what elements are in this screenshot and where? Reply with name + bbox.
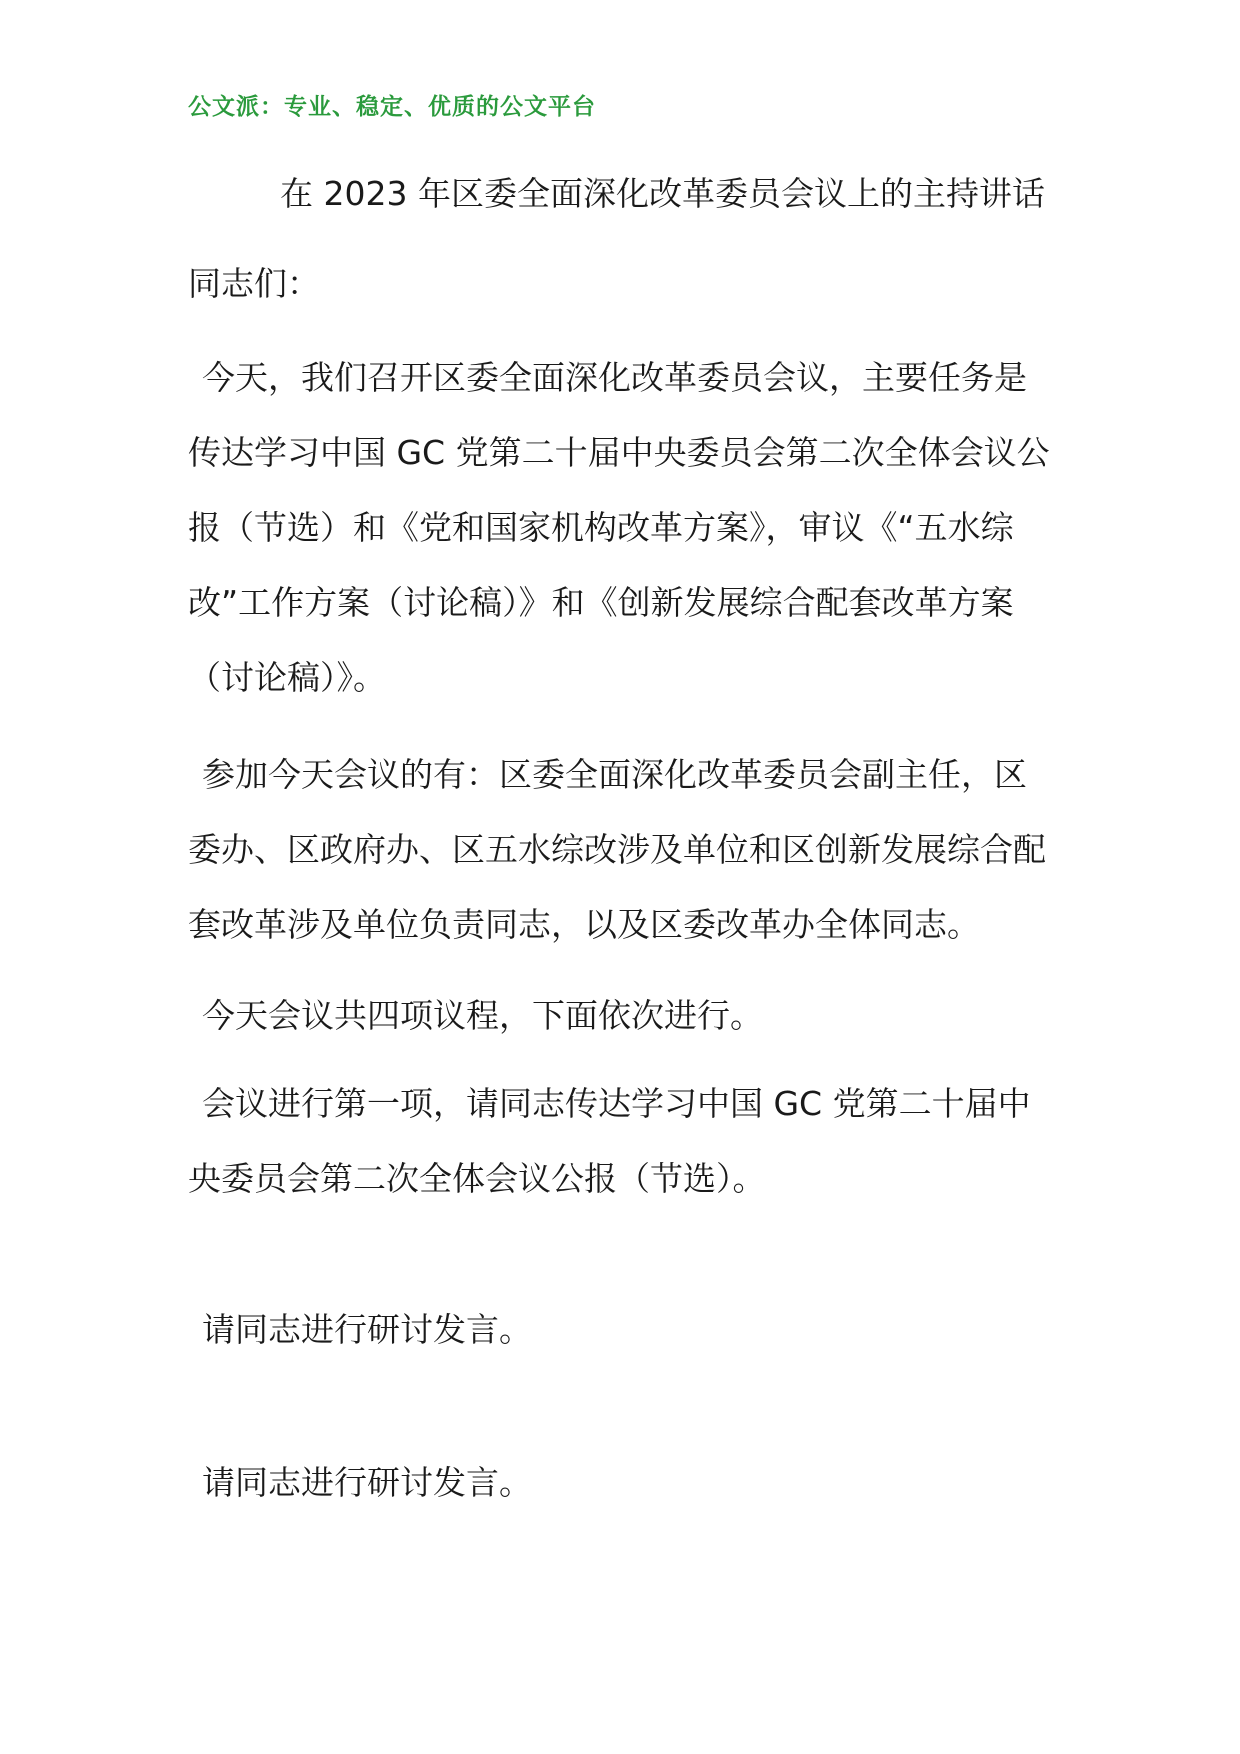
document-title: 在 2023 年区委全面深化改革委员会议上的主持讲话 [280,174,1045,213]
paragraph-discussion-2: 请同志进行研讨发言。 [202,1463,532,1502]
paragraph-agenda-count: 今天会议共四项议程，下面依次进行。 [202,996,763,1035]
salutation: 同志们： [188,264,320,303]
brand-header: 公文派：专业、稳定、优质的公文平台 [188,93,596,120]
paragraph-discussion-1: 请同志进行研讨发言。 [202,1310,532,1349]
paragraph-item-one: 会议进行第一项，请同志传达学习中国 GC 党第二十届中央委员会第二次全体会议公报（节选）。 [188,1084,1031,1198]
paragraph-attendees: 参加今天会议的有：区委全面深化改革委员会副主任，区委办、区政府办、区五水综改涉及单位和区创新发展综合配套改革涉及单位负责同志，以及区委改革办全体同志。 [188,755,1046,944]
paragraph-agenda-intro: 今天，我们召开区委全面深化改革委员会议，主要任务是传达学习中国 GC 党第二十届中央委员会第二次全体会议公报（节选）和《党和国家机构改革方案》，审议《“五水综改”工作方案（讨论稿）》和《创新发展综合配套改革方案（讨论稿）》。 [188,358,1050,697]
